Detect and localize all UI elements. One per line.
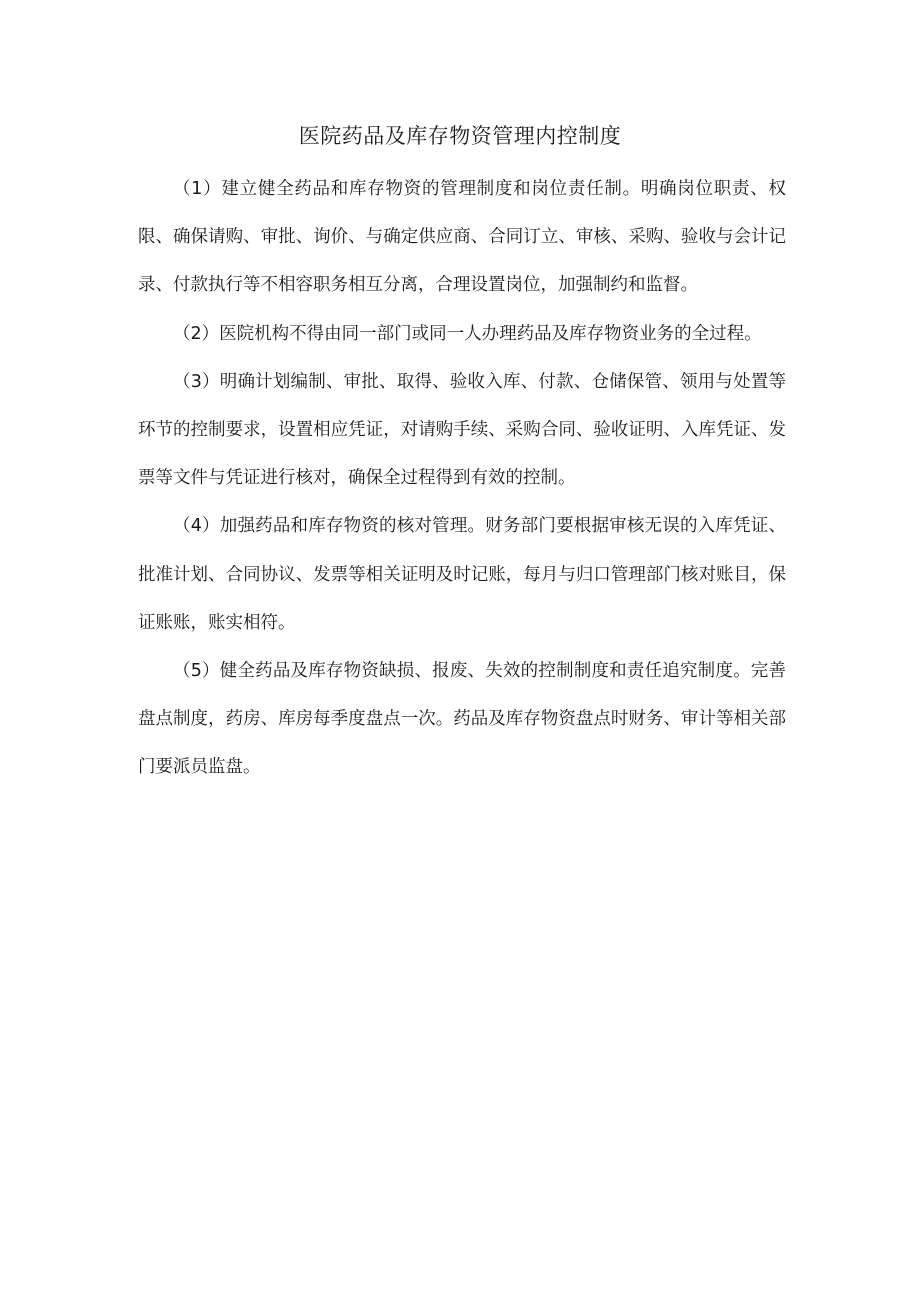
paragraph-5: （5）健全药品及库存物资缺损、报废、失效的控制制度和责任追究制度。完善盘点制度，药房、库房每季度盘点一次。药品及库存物资盘点时财务、审计等相关部门要派员监盘。	[138, 661, 786, 778]
paragraph-1: （1）建立健全药品和库存物资的管理制度和岗位责任制。明确岗位职责、权限、确保请购、审批、询价、与确定供应商、合同订立、审核、采购、验收与会计记录、付款执行等不相容职务相互分离，合理设置岗位，加强制约和监督。	[138, 179, 786, 296]
paragraph-3: （3）明确计划编制、审批、取得、验收入库、付款、仓储保管、领用与处置等环节的控制要求，设置相应凭证，对请购手续、采购合同、验收证明、入库凭证、发票等文件与凭证进行核对，确保全过程得到有效的控制。	[138, 371, 786, 489]
paragraph-4: （4）加强药品和库存物资的核对管理。财务部门要根据审核无误的入库凭证、批准计划、合同协议、发票等相关证明及时记账，每月与归口管理部门核对账目，保证账账，账实相符。	[138, 516, 786, 633]
paragraph-2: （2）医院机构不得由同一部门或同一人办理药品及库存物资业务的全过程。	[173, 323, 762, 344]
document-body	[138, 165, 786, 792]
document-title: 医院药品及库存物资管理内控制度	[298, 124, 622, 148]
